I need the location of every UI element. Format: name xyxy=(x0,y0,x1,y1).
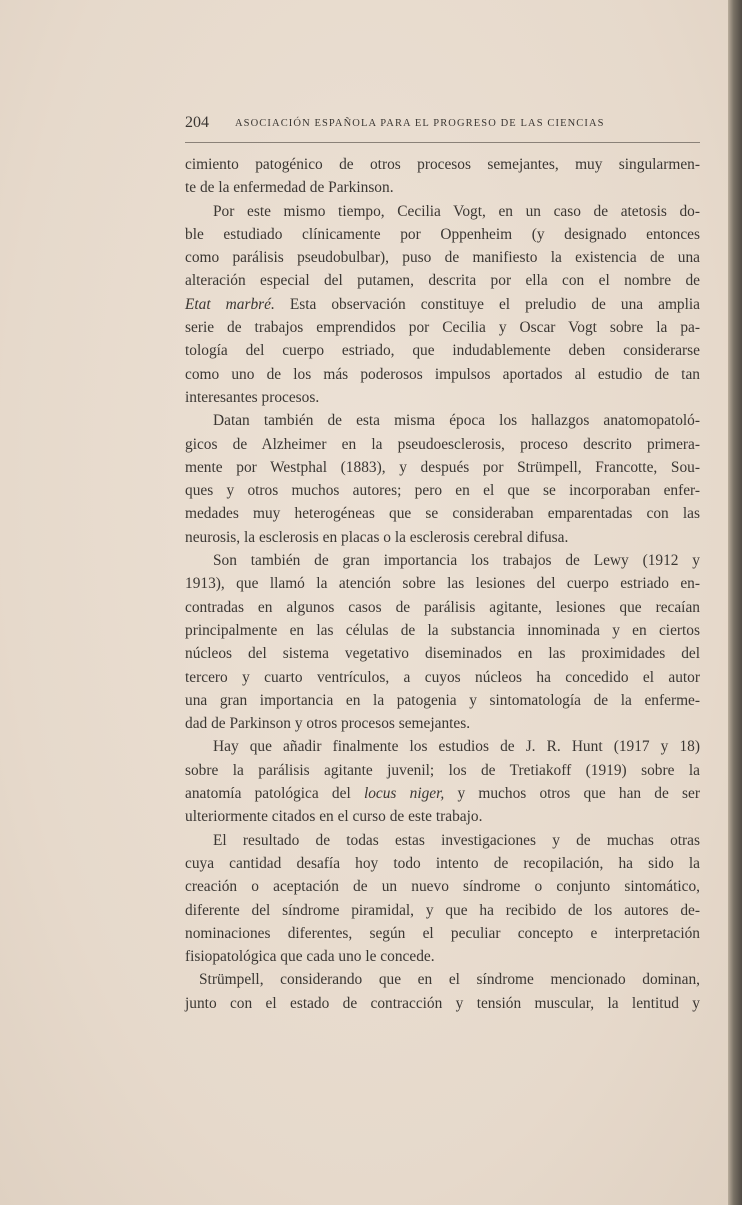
text-segment: ques y otros muchos autores; pero en el que se incorporaban enfer- xyxy=(185,482,700,500)
text-line xyxy=(185,759,700,782)
text-segment: anatomía patológica del xyxy=(185,785,364,803)
text-segment: alteración especial del putamen, descrita por ella con el nombre de xyxy=(185,272,700,290)
book-spine-edge xyxy=(728,0,742,1205)
text-segment: y muchos otros que han de ser xyxy=(444,785,700,803)
text-line xyxy=(185,689,700,712)
text-segment: ulteriormente citados en el curso de este trabajo. xyxy=(185,808,483,826)
text-line xyxy=(185,852,700,875)
text-line xyxy=(185,572,700,595)
text-segment: medades muy heterogéneas que se consideraban emparentadas con las xyxy=(185,505,700,523)
text-line xyxy=(185,596,700,619)
text-line xyxy=(185,735,700,758)
text-segment: ble estudiado clínicamente por Oppenheim (y designado entonces xyxy=(185,225,700,243)
page-header xyxy=(185,114,700,136)
text-segment: interesantes procesos. xyxy=(185,388,320,406)
text-segment: Por este mismo tiempo, Cecilia Vogt, en un caso de atetosis do- xyxy=(213,202,700,220)
text-line xyxy=(185,829,700,852)
text-segment: fisiopatológica que cada uno le concede. xyxy=(185,948,435,966)
text-segment: neurosis, la esclerosis en placas o la esclerosis cerebral difusa. xyxy=(185,528,569,546)
text-segment: Son también de gran importancia los trabajos de Lewy (1912 y xyxy=(213,552,700,570)
text-segment: junto con el estado de contracción y tensión muscular, la lentitud y xyxy=(185,994,700,1012)
text-line xyxy=(185,502,700,525)
text-line xyxy=(185,945,700,968)
text-line xyxy=(185,712,700,735)
text-segment: como parálisis pseudobulbar), puso de manifiesto la existencia de una xyxy=(185,249,700,267)
italic-text-segment: locus niger, xyxy=(363,785,445,803)
text-segment: El resultado de todas estas investigaciones y de muchas otras xyxy=(213,831,700,849)
text-line xyxy=(185,246,700,269)
page-number: 204 xyxy=(185,114,209,131)
text-segment: contradas en algunos casos de parálisis agitante, lesiones que recaían xyxy=(185,598,700,616)
text-line xyxy=(185,433,700,456)
text-line xyxy=(185,339,700,362)
text-line xyxy=(185,456,700,479)
body-text xyxy=(185,153,700,1015)
text-line xyxy=(185,992,700,1015)
text-line xyxy=(185,549,700,572)
text-segment: Datan también de esta misma época los hallazgos anatomopatoló- xyxy=(213,412,700,430)
text-segment: mente por Westphal (1883), y después por Strümpell, Francotte, Sou- xyxy=(185,458,700,476)
text-segment: núcleos del sistema vegetativo diseminados en las proximidades del xyxy=(185,645,700,663)
text-segment: principalmente en las células de la substancia innominada y en ciertos xyxy=(185,621,700,639)
text-segment: diferente del síndrome piramidal, y que ha recibido de los autores de- xyxy=(185,901,700,919)
text-segment: sobre la parálisis agitante juvenil; los de Tretiakoff (1919) sobre la xyxy=(185,761,700,779)
text-line xyxy=(185,176,700,199)
text-line xyxy=(185,875,700,898)
text-line xyxy=(185,666,700,689)
text-segment: cimiento patogénico de otros procesos semejantes, muy singularmen- xyxy=(185,156,700,173)
text-segment: Strümpell, considerando que en el síndrome mencionado dominan, xyxy=(199,971,700,989)
text-line xyxy=(185,316,700,339)
header-rule xyxy=(185,142,700,143)
text-line xyxy=(185,409,700,432)
text-line xyxy=(185,479,700,502)
text-segment: tología del cuerpo estriado, que indudablemente deben considerarse xyxy=(185,342,700,360)
text-segment: serie de trabajos emprendidos por Cecilia y Oscar Vogt sobre la pa- xyxy=(185,319,700,337)
text-line xyxy=(185,200,700,223)
text-segment: una gran importancia en la patogenia y sintomatología de la enferme- xyxy=(185,691,700,709)
text-segment: nominaciones diferentes, según el peculiar concepto e interpretación xyxy=(185,924,700,942)
text-line xyxy=(185,782,700,805)
text-line xyxy=(185,968,700,991)
text-line xyxy=(185,269,700,292)
text-segment: Hay que añadir finalmente los estudios de J. R. Hunt (1917 y 18) xyxy=(213,738,700,756)
text-line xyxy=(185,526,700,549)
text-line xyxy=(185,642,700,665)
text-segment: como uno de los más poderosos impulsos aportados al estudio de tan xyxy=(185,365,700,383)
text-segment: cuya cantidad desafía hoy todo intento de recopilación, ha sido la xyxy=(185,854,700,872)
text-line xyxy=(185,899,700,922)
text-line xyxy=(185,153,700,176)
text-line xyxy=(185,223,700,246)
running-head: ASOCIACIÓN ESPAÑOLA PARA EL PROGRESO DE LAS CIENCIAS xyxy=(235,118,605,129)
text-segment: creación o aceptación de un nuevo síndrome o conjunto sintomático, xyxy=(185,878,700,896)
text-line xyxy=(185,363,700,386)
text-line xyxy=(185,922,700,945)
text-line xyxy=(185,293,700,316)
text-line xyxy=(185,386,700,409)
italic-text-segment: Etat marbré. xyxy=(185,295,275,313)
text-segment: dad de Parkinson y otros procesos semejantes. xyxy=(185,715,471,733)
text-segment: gicos de Alzheimer en la pseudoesclerosis, proceso descrito primera- xyxy=(185,435,700,453)
text-line xyxy=(185,619,700,642)
text-segment: te de la enfermedad de Parkinson. xyxy=(185,179,394,197)
text-segment: 1913), que llamó la atención sobre las lesiones del cuerpo estriado en- xyxy=(185,575,700,593)
text-segment: Esta observación constituye el preludio de una amplia xyxy=(274,295,700,313)
text-line xyxy=(185,805,700,828)
text-segment: tercero y cuarto ventrículos, a cuyos núcleos ha concedido el autor xyxy=(185,668,700,686)
